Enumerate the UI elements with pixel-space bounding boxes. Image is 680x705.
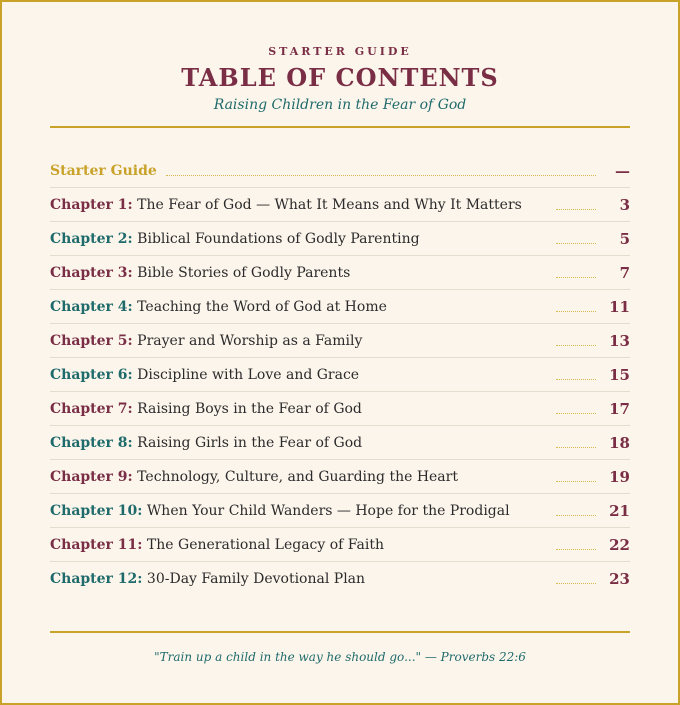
page-subtitle: Raising Children in the Fear of God [213, 97, 467, 113]
chapter-number: Chapter 1: [50, 197, 133, 213]
dot-leader [556, 549, 596, 550]
dot-leader [556, 447, 596, 448]
toc-page-number: — [615, 162, 630, 180]
chapter-number: Chapter 6: [50, 367, 133, 383]
chapter-title: Raising Boys in the Fear of God [137, 401, 362, 417]
page-title: TABLE OF CONTENTS [181, 63, 499, 92]
toc-row-chapter-11[interactable] [50, 528, 630, 562]
chapter-number: Chapter 3: [50, 265, 133, 281]
chapter-title: The Generational Legacy of Faith [146, 537, 385, 553]
chapter-title: The Fear of God — What It Means and Why It Matters [137, 197, 522, 213]
chapter-title: Prayer and Worship as a Family [137, 333, 363, 349]
eyebrow-label: STARTER GUIDE [268, 45, 412, 58]
dot-leader [556, 209, 596, 210]
chapter-number: Chapter 12: [50, 571, 143, 587]
dot-leader [556, 413, 596, 414]
chapter-title: Discipline with Love and Grace [137, 367, 360, 383]
chapter-number: Chapter 7: [50, 401, 133, 417]
toc-row-chapter-2[interactable] [50, 222, 630, 256]
toc-page-number: 17 [609, 400, 630, 418]
chapter-number: Chapter 11: [50, 537, 143, 553]
toc-page-number: 19 [609, 468, 630, 486]
toc-row-chapter-6[interactable] [50, 358, 630, 392]
top-divider [50, 126, 630, 128]
dot-leader [556, 345, 596, 346]
chapter-title: Bible Stories of Godly Parents [137, 265, 351, 281]
chapter-title: Teaching the Word of God at Home [137, 299, 387, 315]
toc-entry-label: Starter Guide [50, 163, 157, 179]
toc-page-number: 22 [609, 536, 630, 554]
toc-page-number: 21 [609, 502, 630, 520]
toc-page-number: 11 [609, 298, 630, 316]
bottom-divider [50, 631, 630, 633]
toc-row-chapter-1[interactable] [50, 188, 630, 222]
toc-row-starter-guide[interactable] [50, 154, 630, 188]
toc-page-number: 3 [619, 196, 630, 214]
chapter-title: Biblical Foundations of Godly Parenting [137, 231, 420, 247]
chapter-title: Technology, Culture, and Guarding the Heart [137, 469, 458, 485]
toc-row-chapter-7[interactable] [50, 392, 630, 426]
chapter-number: Chapter 10: [50, 503, 143, 519]
chapter-title: Raising Girls in the Fear of God [137, 435, 363, 451]
dot-leader [556, 515, 596, 516]
toc-page-number: 23 [609, 570, 630, 588]
toc-page-number: 18 [609, 434, 630, 452]
toc-row-chapter-3[interactable] [50, 256, 630, 290]
toc-row-chapter-5[interactable] [50, 324, 630, 358]
toc-row-chapter-4[interactable] [50, 290, 630, 324]
toc-page-number: 15 [609, 366, 630, 384]
toc-row-chapter-12[interactable] [50, 562, 630, 596]
chapter-number: Chapter 5: [50, 333, 133, 349]
toc-page-number: 13 [609, 332, 630, 350]
chapter-number: Chapter 9: [50, 469, 133, 485]
chapter-number: Chapter 4: [50, 299, 133, 315]
dot-leader [556, 583, 596, 584]
toc-page-number: 5 [619, 230, 630, 248]
chapter-title: When Your Child Wanders — Hope for the Prodigal [146, 503, 510, 519]
toc-row-chapter-9[interactable] [50, 460, 630, 494]
footer-quote: "Train up a child in the way he should go..." — Proverbs 22:6 [154, 650, 526, 664]
toc-row-chapter-10[interactable] [50, 494, 630, 528]
dot-leader [166, 175, 596, 176]
dot-leader [556, 311, 596, 312]
dot-leader [556, 277, 596, 278]
chapter-number: Chapter 2: [50, 231, 133, 247]
dot-leader [556, 379, 596, 380]
dot-leader [556, 243, 596, 244]
chapter-number: Chapter 8: [50, 435, 133, 451]
toc-list [50, 154, 630, 596]
dot-leader [556, 481, 596, 482]
chapter-title: 30-Day Family Devotional Plan [146, 571, 366, 587]
toc-page-number: 7 [619, 264, 630, 282]
toc-row-chapter-8[interactable] [50, 426, 630, 460]
